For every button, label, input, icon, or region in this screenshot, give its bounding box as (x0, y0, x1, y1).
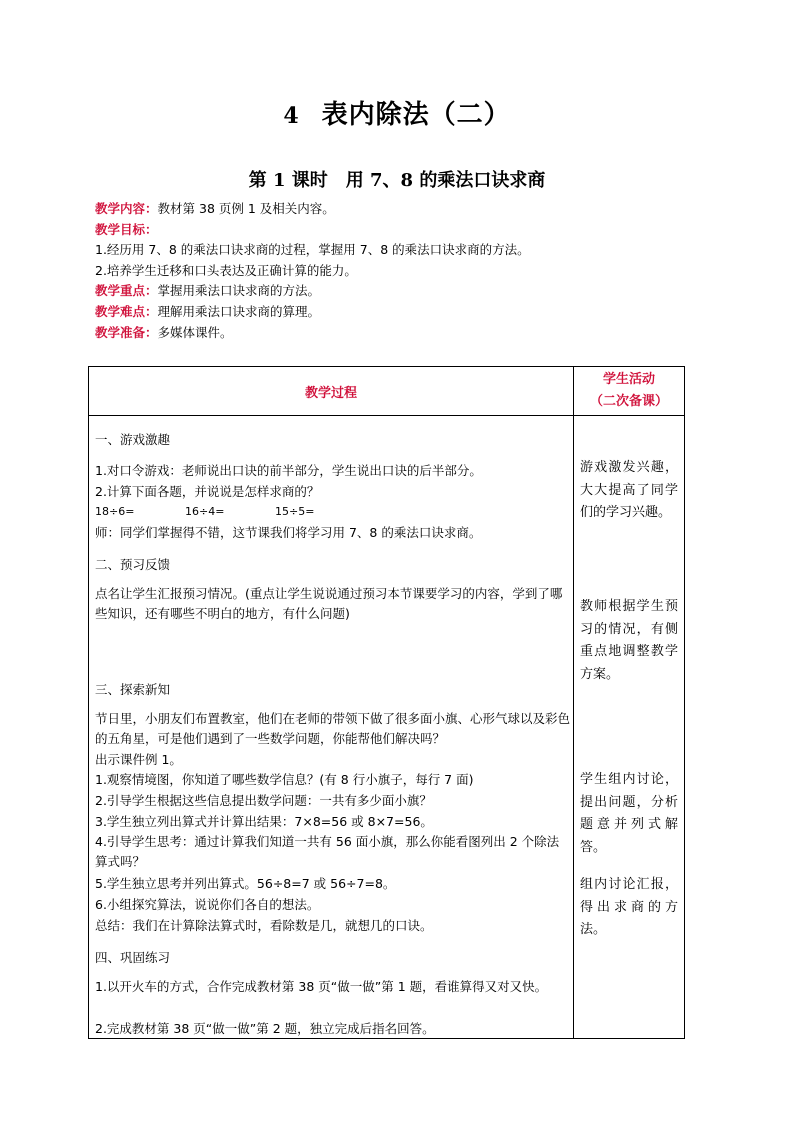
student-activity-cell (574, 416, 685, 1039)
lesson-name: 用 7、8 的乘法口诀求商 (345, 170, 546, 191)
section-3-para-5: 3.学生独立列出算式并计算出结果：7×8=56 或 8×7=56。 (95, 814, 433, 829)
section-3-para-7: 5.学生独立思考并列出算式。56÷8=7 或 56÷7=8。 (95, 876, 396, 891)
section-1-para-2: 2.计算下面各题，并说说是怎样求商的？ (95, 484, 320, 499)
meta-goal-1: 1.经历用 7、8 的乘法口诀求商的过程，掌握用 7、8 的乘法口诀求商的方法。 (95, 242, 530, 258)
meta-content: 教学内容：教材第 38 页例 1 及相关内容。 (95, 201, 335, 216)
section-3-para-4: 2.引导学生根据这些信息提出数学问题：一共有多少面小旗？ (95, 793, 432, 808)
section-3-para-2: 出示课件例 1。 (95, 752, 182, 767)
equation-1: 18÷6= (95, 505, 135, 518)
meta-preparation: 教学准备：多媒体课件。 (95, 324, 233, 340)
section-1-title: 一、游戏激趣 (95, 432, 171, 447)
side-note-4: 组内讨论汇报，得出求商的方法。 (580, 877, 678, 937)
lesson-label: 第 1 课时 (248, 170, 328, 191)
meta-goals-heading: 教学目标： (95, 221, 158, 237)
side-note-2: 教师根据学生预习的情况，有侧重点地调整教学方案。 (580, 599, 678, 682)
side-note-3: 学生组内讨论，提出问题，分析题意并列式解答。 (580, 772, 678, 855)
equation-2: 16÷4= (185, 505, 225, 518)
unit-number: 4 (283, 103, 300, 129)
process-cell (89, 416, 574, 1039)
section-3-para-6: 4.引导学生思考：通过计算我们知道一共有 56 面小旗，那么你能看图列出 2 个除法算式吗？ (95, 834, 560, 869)
meta-focus: 教学重点：掌握用乘法口诀求商的方法。 (95, 283, 321, 299)
section-3-para-8: 6.小组探究算法，说说你们各自的想法。 (95, 897, 320, 912)
section-1-para-3: 师：同学们掌握得不错，这节课我们将学习用 7、8 的乘法口诀求商。 (95, 525, 482, 540)
teaching-process-table (88, 366, 685, 1039)
section-3-para-3: 1.观察情境图，你知道了哪些数学信息？(有 8 行小旗子，每行 7 面) (95, 772, 474, 787)
section-4-para-1: 1.以开火车的方式，合作完成教材第 38 页“做一做”第 1 题，看谁算得又对又快。 (95, 979, 548, 994)
section-1-para-1: 1.对口令游戏：老师说出口诀的前半部分，学生说出口诀的后半部分。 (95, 463, 482, 478)
side-note-1: 游戏激发兴趣，大大提高了同学们的学习兴趣。 (580, 460, 678, 520)
section-2-title: 二、预习反馈 (95, 557, 171, 572)
lesson-meta (95, 199, 695, 343)
header-student-activity: 学生活动 （二次备课） (574, 367, 685, 416)
equation-3: 15÷5= (275, 505, 315, 518)
header-teaching-process: 教学过程 (89, 367, 574, 416)
lesson-title (0, 166, 794, 192)
section-2-para-1: 点名让学生汇报预习情况。(重点让学生说说通过预习本节课要学习的内容，学到了哪些知识，还有哪些不明白的地方，有什么问题) (95, 586, 563, 621)
meta-difficulty: 教学难点：理解用乘法口诀求商的算理。 (95, 303, 321, 319)
unit-name: 表内除法（二） (321, 100, 511, 130)
section-4-title: 四、巩固练习 (95, 950, 171, 965)
section-3-summary: 总结：我们在计算除法算式时，看除数是几，就想几的口诀。 (95, 918, 433, 933)
section-4-para-2: 2.完成教材第 38 页“做一做”第 2 题，独立完成后指名回答。 (95, 1021, 435, 1036)
meta-goal-2: 2.培养学生迁移和口头表达及正确计算的能力。 (95, 262, 357, 278)
section-3-title: 三、探索新知 (95, 682, 171, 697)
unit-title (0, 94, 794, 131)
section-3-para-1: 节日里，小朋友们布置教室，他们在老师的带领下做了很多面小旗、心形气球以及彩色的五角星，可是他们遇到了一些数学问题，你能帮他们解决吗？ (95, 711, 571, 746)
